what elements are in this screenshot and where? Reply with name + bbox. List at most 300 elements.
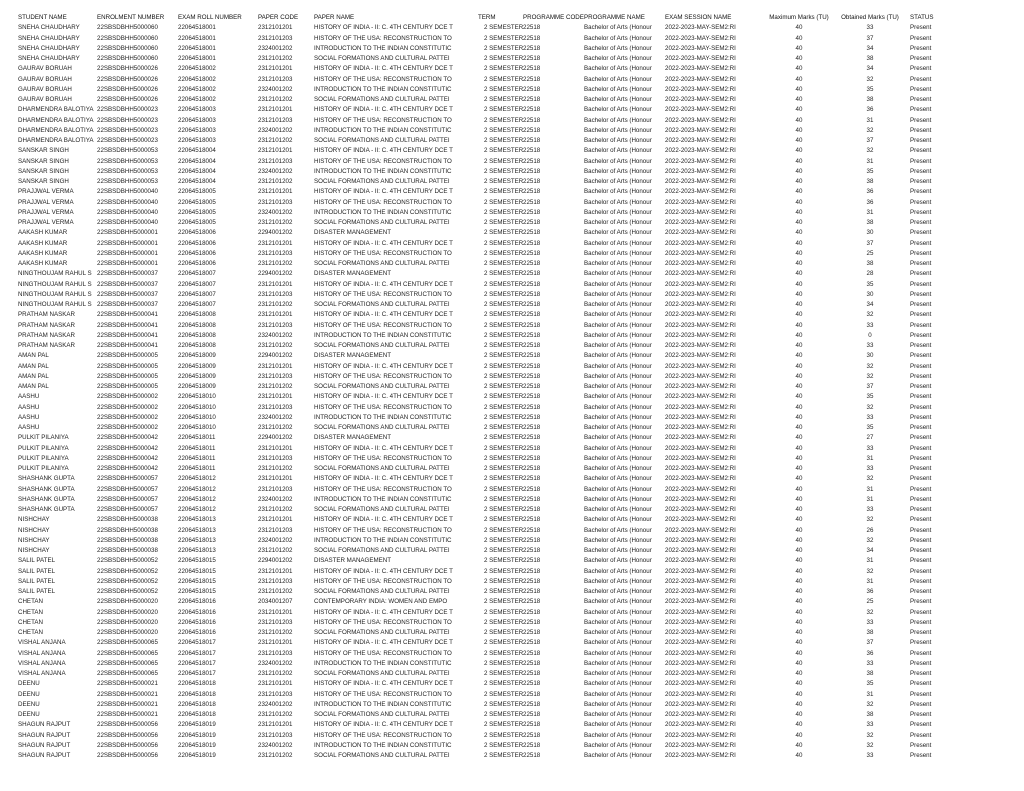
cell-obtained-marks: 33 [866, 721, 874, 729]
cell-obtained-marks: 38 [866, 670, 874, 677]
cell-status: Present [910, 147, 932, 155]
cell-programme-code: 22518 [523, 383, 541, 390]
cell-paper-code: 2312101201 [258, 106, 293, 114]
cell-maximum-marks: 40 [795, 629, 803, 636]
table-row [18, 187, 1010, 197]
cell-exam-roll-number: 22064518002 [178, 96, 216, 103]
cell-enrolment-number: 22SBSDBHH5000021 [97, 680, 158, 688]
cell-paper-name: HISTORY OF THE USA: RECONSTRUCTION TO [314, 526, 452, 534]
table-row [18, 177, 1010, 187]
cell-programme-code: 22518 [523, 752, 541, 759]
table-row [18, 290, 1010, 300]
cell-enrolment-number: 22SBSDBHH5000023 [97, 137, 158, 144]
cell-paper-code: 2324001202 [258, 413, 293, 421]
cell-maximum-marks: 40 [795, 434, 803, 442]
cell-maximum-marks: 40 [795, 547, 803, 554]
table-row [18, 362, 1010, 372]
cell-enrolment-number: 22SBSDBHH5000052 [97, 577, 158, 585]
cell-obtained-marks: 33 [866, 444, 874, 452]
cell-paper-name: DISASTER MANAGEMENT [314, 270, 392, 278]
cell-term: 2 SEMESTER [484, 741, 524, 749]
cell-exam-session-name: 2022-2023-MAY-SEM2:RI [665, 290, 736, 298]
cell-paper-name: INTRODUCTION TO THE INDIAN CONSTITUTIC [314, 331, 452, 339]
cell-programme-name: Bachelor of Arts (Honour [584, 208, 652, 216]
cell-programme-name: Bachelor of Arts (Honour [584, 290, 652, 298]
cell-obtained-marks: 33 [866, 752, 874, 759]
cell-programme-code: 22518 [523, 198, 541, 206]
cell-student-name: NISHCHAY [18, 516, 50, 524]
cell-obtained-marks: 37 [866, 383, 874, 390]
cell-programme-code: 22518 [523, 618, 541, 626]
header-obtained-marks: Obtained Marks (TU) [841, 14, 899, 21]
table-row [18, 85, 1010, 95]
cell-status: Present [910, 260, 932, 267]
cell-maximum-marks: 40 [795, 34, 803, 42]
cell-programme-code: 22518 [523, 721, 541, 729]
header-paper-code: PAPER CODE [258, 14, 299, 21]
cell-programme-code: 22518 [523, 229, 541, 237]
cell-student-name: PULKIT PILANIYA [18, 434, 69, 442]
cell-exam-session-name: 2022-2023-MAY-SEM2:RI [665, 116, 736, 124]
cell-paper-code: 2312101203 [258, 485, 293, 493]
cell-student-name: GAURAV BORUAH [18, 96, 72, 103]
cell-exam-roll-number: 22064518004 [178, 147, 216, 155]
table-row [18, 310, 1010, 320]
cell-enrolment-number: 22SBSDBHH5000040 [97, 198, 158, 206]
cell-programme-code: 22518 [523, 126, 541, 134]
cell-exam-roll-number: 22064518007 [178, 270, 216, 278]
cell-programme-name: Bachelor of Arts (Honour [584, 495, 652, 503]
cell-enrolment-number: 22SBSDBHH5000020 [97, 629, 158, 636]
cell-paper-code: 2312101203 [258, 577, 293, 585]
table-row [18, 218, 1010, 228]
cell-student-name: DEENU [18, 690, 40, 698]
cell-paper-code: 2312101201 [258, 444, 293, 452]
cell-student-name: GAURAV BORUAH [18, 75, 72, 83]
cell-status: Present [910, 372, 932, 380]
cell-paper-name: HISTORY OF THE USA: RECONSTRUCTION TO [314, 34, 452, 42]
cell-exam-roll-number: 22064518010 [178, 393, 216, 401]
cell-programme-name: Bachelor of Arts (Honour [584, 670, 652, 677]
cell-status: Present [910, 690, 932, 698]
cell-programme-code: 22518 [523, 270, 541, 278]
cell-maximum-marks: 40 [795, 75, 803, 83]
cell-enrolment-number: 22SBSDBHH5000041 [97, 321, 158, 329]
cell-enrolment-number: 22SBSDBHH5000037 [97, 290, 158, 298]
table-row [18, 618, 1010, 628]
cell-term: 2 SEMESTER [484, 680, 524, 688]
cell-exam-session-name: 2022-2023-MAY-SEM2:RI [665, 126, 736, 134]
cell-obtained-marks: 32 [866, 731, 874, 739]
table-row [18, 228, 1010, 238]
cell-exam-roll-number: 22064518002 [178, 75, 216, 83]
cell-obtained-marks: 27 [866, 434, 874, 442]
cell-exam-session-name: 2022-2023-MAY-SEM2:RI [665, 516, 736, 524]
cell-exam-roll-number: 22064518005 [178, 219, 216, 226]
header-programme-code: PROGRAMME CODE [523, 14, 584, 21]
cell-paper-code: 2324001202 [258, 208, 293, 216]
cell-status: Present [910, 506, 932, 513]
cell-paper-code: 2312101201 [258, 516, 293, 524]
cell-term: 2 SEMESTER [484, 403, 524, 411]
cell-programme-name: Bachelor of Arts (Honour [584, 126, 652, 134]
cell-obtained-marks: 38 [866, 96, 874, 103]
cell-obtained-marks: 31 [866, 485, 874, 493]
cell-paper-name: HISTORY OF INDIA - II: C. 4TH CENTURY DCE T [314, 147, 453, 155]
cell-exam-session-name: 2022-2023-MAY-SEM2:RI [665, 577, 736, 585]
cell-enrolment-number: 22SBSDBHH5000057 [97, 495, 158, 503]
cell-paper-code: 2312101203 [258, 454, 293, 462]
cell-obtained-marks: 33 [866, 24, 874, 32]
cell-paper-name: SOCIAL FORMATIONS AND CULTURAL PATTEI [314, 260, 450, 267]
table-row [18, 34, 1010, 44]
cell-paper-name: HISTORY OF INDIA - II: C. 4TH CENTURY DCE T [314, 65, 453, 73]
cell-obtained-marks: 32 [866, 311, 874, 319]
cell-programme-code: 22518 [523, 280, 541, 288]
cell-paper-name: SOCIAL FORMATIONS AND CULTURAL PATTEI [314, 547, 450, 554]
cell-maximum-marks: 40 [795, 280, 803, 288]
cell-paper-code: 2312101201 [258, 608, 293, 616]
cell-obtained-marks: 35 [866, 393, 874, 401]
table-row [18, 731, 1010, 741]
cell-student-name: NINGTHOUJAM RAHUL S [18, 301, 92, 308]
table-row [18, 331, 1010, 341]
table-row [18, 464, 1010, 474]
cell-obtained-marks: 31 [866, 690, 874, 698]
cell-paper-code: 2312101203 [258, 372, 293, 380]
cell-programme-name: Bachelor of Arts (Honour [584, 608, 652, 616]
cell-programme-code: 22518 [523, 608, 541, 616]
cell-exam-session-name: 2022-2023-MAY-SEM2:RI [665, 670, 736, 677]
cell-enrolment-number: 22SBSDBHH5000005 [97, 383, 158, 390]
cell-term: 2 SEMESTER [484, 24, 524, 32]
cell-exam-roll-number: 22064518006 [178, 249, 216, 257]
cell-programme-name: Bachelor of Arts (Honour [584, 280, 652, 288]
cell-status: Present [910, 229, 932, 237]
cell-maximum-marks: 40 [795, 485, 803, 493]
cell-status: Present [910, 700, 932, 708]
cell-enrolment-number: 22SBSDBHH5000057 [97, 475, 158, 483]
cell-status: Present [910, 198, 932, 206]
table-row [18, 64, 1010, 74]
cell-exam-session-name: 2022-2023-MAY-SEM2:RI [665, 526, 736, 534]
cell-exam-roll-number: 22064518012 [178, 475, 216, 483]
cell-paper-code: 2324001202 [258, 659, 293, 667]
header-enrolment-number: ENROLMENT NUMBER [97, 14, 165, 21]
cell-status: Present [910, 249, 932, 257]
cell-status: Present [910, 598, 932, 606]
cell-student-name: GAURAV BORUAH [18, 65, 72, 73]
cell-term: 2 SEMESTER [484, 96, 524, 103]
cell-paper-name: HISTORY OF THE USA: RECONSTRUCTION TO [314, 198, 452, 206]
cell-exam-session-name: 2022-2023-MAY-SEM2:RI [665, 311, 736, 319]
cell-programme-code: 22518 [523, 188, 541, 196]
header-exam-roll-number: EXAM ROLL NUMBER [178, 14, 242, 21]
cell-programme-name: Bachelor of Arts (Honour [584, 55, 652, 62]
cell-enrolment-number: 22SBSDBHH5000037 [97, 301, 158, 308]
table-row [18, 454, 1010, 464]
cell-exam-roll-number: 22064518019 [178, 721, 216, 729]
cell-programme-code: 22518 [523, 352, 541, 360]
cell-term: 2 SEMESTER [484, 126, 524, 134]
cell-programme-code: 22518 [523, 96, 541, 103]
cell-maximum-marks: 40 [795, 362, 803, 370]
cell-student-name: GAURAV BORUAH [18, 85, 72, 93]
cell-enrolment-number: 22SBSDBHH5000052 [97, 567, 158, 575]
cell-paper-name: HISTORY OF INDIA - II: C. 4TH CENTURY DCE T [314, 24, 453, 32]
cell-term: 2 SEMESTER [484, 700, 524, 708]
cell-status: Present [910, 465, 932, 472]
cell-programme-code: 22518 [523, 629, 541, 636]
cell-paper-code: 2312101202 [258, 342, 293, 349]
cell-student-name: CHETAN [18, 629, 43, 636]
cell-exam-roll-number: 22064518011 [178, 454, 216, 462]
cell-term: 2 SEMESTER [484, 34, 524, 42]
cell-obtained-marks: 25 [866, 249, 874, 257]
cell-paper-name: HISTORY OF THE USA: RECONSTRUCTION TO [314, 454, 452, 462]
cell-programme-name: Bachelor of Arts (Honour [584, 711, 652, 718]
cell-student-name: AAKASH KUMAR [18, 229, 68, 237]
cell-exam-session-name: 2022-2023-MAY-SEM2:RI [665, 454, 736, 462]
cell-programme-name: Bachelor of Arts (Honour [584, 690, 652, 698]
cell-student-name: AASHU [18, 403, 40, 411]
cell-term: 2 SEMESTER [484, 567, 524, 575]
cell-paper-name: HISTORY OF THE USA: RECONSTRUCTION TO [314, 157, 452, 165]
cell-paper-code: 2312101201 [258, 24, 293, 32]
cell-maximum-marks: 40 [795, 741, 803, 749]
cell-enrolment-number: 22SBSDBHH5000060 [97, 24, 158, 32]
cell-status: Present [910, 311, 932, 319]
cell-exam-roll-number: 22064518011 [178, 444, 216, 452]
cell-enrolment-number: 22SBSDBHH5000053 [97, 167, 158, 175]
cell-enrolment-number: 22SBSDBHH5000042 [97, 454, 158, 462]
cell-programme-name: Bachelor of Arts (Honour [584, 659, 652, 667]
table-row [18, 515, 1010, 525]
cell-enrolment-number: 22SBSDBHH5000042 [97, 434, 158, 442]
cell-paper-name: INTRODUCTION TO THE INDIAN CONSTITUTIC [314, 85, 452, 93]
cell-paper-name: SOCIAL FORMATIONS AND CULTURAL PATTEI [314, 219, 450, 226]
cell-programme-name: Bachelor of Arts (Honour [584, 516, 652, 524]
cell-paper-code: 2312101202 [258, 670, 293, 677]
cell-exam-session-name: 2022-2023-MAY-SEM2:RI [665, 301, 736, 308]
cell-paper-code: 2312101202 [258, 424, 293, 431]
cell-status: Present [910, 106, 932, 114]
cell-paper-name: SOCIAL FORMATIONS AND CULTURAL PATTEI [314, 506, 450, 513]
cell-exam-session-name: 2022-2023-MAY-SEM2:RI [665, 465, 736, 472]
cell-exam-session-name: 2022-2023-MAY-SEM2:RI [665, 34, 736, 42]
table-row [18, 54, 1010, 64]
cell-maximum-marks: 40 [795, 311, 803, 319]
cell-programme-name: Bachelor of Arts (Honour [584, 413, 652, 421]
cell-enrolment-number: 22SBSDBHH5000021 [97, 700, 158, 708]
cell-paper-name: HISTORY OF INDIA - II: C. 4TH CENTURY DCE T [314, 680, 453, 688]
cell-maximum-marks: 40 [795, 413, 803, 421]
cell-paper-name: HISTORY OF THE USA: RECONSTRUCTION TO [314, 116, 452, 124]
cell-exam-roll-number: 22064518004 [178, 167, 216, 175]
cell-exam-roll-number: 22064518018 [178, 711, 216, 718]
cell-exam-roll-number: 22064518008 [178, 342, 216, 349]
cell-enrolment-number: 22SBSDBHH5000026 [97, 75, 158, 83]
cell-exam-roll-number: 22064518011 [178, 465, 216, 472]
table-row [18, 628, 1010, 638]
cell-paper-code: 2324001202 [258, 495, 293, 503]
cell-maximum-marks: 40 [795, 690, 803, 698]
table-row [18, 587, 1010, 597]
cell-status: Present [910, 577, 932, 585]
cell-programme-name: Bachelor of Arts (Honour [584, 147, 652, 155]
cell-exam-roll-number: 22064518018 [178, 700, 216, 708]
cell-obtained-marks: 35 [866, 167, 874, 175]
cell-enrolment-number: 22SBSDBHH5000001 [97, 229, 158, 237]
cell-term: 2 SEMESTER [484, 465, 524, 472]
cell-status: Present [910, 454, 932, 462]
cell-term: 2 SEMESTER [484, 239, 524, 247]
cell-maximum-marks: 40 [795, 372, 803, 380]
cell-enrolment-number: 22SBSDBHH5000002 [97, 424, 158, 431]
cell-enrolment-number: 22SBSDBHH5000001 [97, 239, 158, 247]
cell-term: 2 SEMESTER [484, 547, 524, 554]
cell-programme-code: 22518 [523, 260, 541, 267]
cell-programme-code: 22518 [523, 44, 541, 52]
cell-programme-name: Bachelor of Arts (Honour [584, 301, 652, 308]
cell-paper-code: 2294001202 [258, 270, 293, 278]
cell-student-name: SANSKAR SINGH [18, 147, 69, 155]
cell-exam-roll-number: 22064518003 [178, 106, 216, 114]
cell-status: Present [910, 393, 932, 401]
cell-term: 2 SEMESTER [484, 198, 524, 206]
cell-student-name: PULKIT PILANIYA [18, 465, 69, 472]
cell-programme-code: 22518 [523, 413, 541, 421]
cell-exam-session-name: 2022-2023-MAY-SEM2:RI [665, 618, 736, 626]
cell-maximum-marks: 40 [795, 260, 803, 267]
cell-paper-name: HISTORY OF THE USA: RECONSTRUCTION TO [314, 290, 452, 298]
table-row [18, 341, 1010, 351]
cell-student-name: AMAN PAL [18, 372, 49, 380]
cell-exam-session-name: 2022-2023-MAY-SEM2:RI [665, 547, 736, 554]
cell-programme-code: 22518 [523, 290, 541, 298]
cell-obtained-marks: 31 [866, 557, 874, 565]
cell-programme-name: Bachelor of Arts (Honour [584, 721, 652, 729]
table-row [18, 649, 1010, 659]
cell-paper-code: 2312101201 [258, 239, 293, 247]
cell-maximum-marks: 40 [795, 157, 803, 165]
cell-paper-name: INTRODUCTION TO THE INDIAN CONSTITUTIC [314, 536, 452, 544]
cell-status: Present [910, 721, 932, 729]
cell-programme-code: 22518 [523, 639, 541, 647]
cell-maximum-marks: 40 [795, 44, 803, 52]
cell-student-name: SHASHANK GUPTA [18, 495, 75, 503]
cell-paper-name: INTRODUCTION TO THE INDIAN CONSTITUTIC [314, 126, 452, 134]
cell-paper-code: 2034001207 [258, 598, 293, 606]
cell-obtained-marks: 30 [866, 229, 874, 237]
cell-student-name: SALIL PATEL [18, 588, 56, 595]
cell-exam-roll-number: 22064518009 [178, 362, 216, 370]
cell-programme-code: 22518 [523, 465, 541, 472]
cell-programme-code: 22518 [523, 536, 541, 544]
table-row [18, 638, 1010, 648]
cell-programme-name: Bachelor of Arts (Honour [584, 24, 652, 32]
cell-enrolment-number: 22SBSDBHH5000005 [97, 372, 158, 380]
cell-paper-code: 2312101203 [258, 75, 293, 83]
cell-exam-roll-number: 22064518006 [178, 260, 216, 267]
cell-exam-roll-number: 22064518017 [178, 670, 216, 677]
cell-maximum-marks: 40 [795, 301, 803, 308]
cell-programme-code: 22518 [523, 588, 541, 595]
cell-maximum-marks: 40 [795, 393, 803, 401]
cell-programme-code: 22518 [523, 485, 541, 493]
cell-paper-name: SOCIAL FORMATIONS AND CULTURAL PATTEI [314, 342, 450, 349]
cell-paper-name: HISTORY OF THE USA: RECONSTRUCTION TO [314, 372, 452, 380]
cell-programme-code: 22518 [523, 495, 541, 503]
cell-student-name: DEENU [18, 700, 40, 708]
cell-term: 2 SEMESTER [484, 639, 524, 647]
cell-paper-code: 2312101202 [258, 547, 293, 554]
cell-paper-code: 2312101202 [258, 629, 293, 636]
cell-exam-roll-number: 22064518010 [178, 413, 216, 421]
cell-exam-session-name: 2022-2023-MAY-SEM2:RI [665, 721, 736, 729]
cell-enrolment-number: 22SBSDBHH5000053 [97, 147, 158, 155]
cell-obtained-marks: 30 [866, 290, 874, 298]
cell-paper-code: 2294001202 [258, 434, 293, 442]
cell-exam-session-name: 2022-2023-MAY-SEM2:RI [665, 188, 736, 196]
cell-obtained-marks: 32 [866, 75, 874, 83]
cell-obtained-marks: 32 [866, 536, 874, 544]
cell-term: 2 SEMESTER [484, 577, 524, 585]
cell-programme-name: Bachelor of Arts (Honour [584, 75, 652, 83]
table-row [18, 423, 1010, 433]
cell-exam-session-name: 2022-2023-MAY-SEM2:RI [665, 198, 736, 206]
cell-exam-roll-number: 22064518005 [178, 188, 216, 196]
cell-student-name: PRATHAM NASKAR [18, 331, 75, 339]
cell-maximum-marks: 40 [795, 465, 803, 472]
cell-paper-name: DISASTER MANAGEMENT [314, 352, 392, 360]
cell-term: 2 SEMESTER [484, 249, 524, 257]
cell-status: Present [910, 536, 932, 544]
cell-obtained-marks: 33 [866, 618, 874, 626]
cell-programme-code: 22518 [523, 434, 541, 442]
cell-exam-roll-number: 22064518015 [178, 557, 216, 565]
cell-programme-name: Bachelor of Arts (Honour [584, 188, 652, 196]
cell-maximum-marks: 40 [795, 352, 803, 360]
cell-programme-name: Bachelor of Arts (Honour [584, 526, 652, 534]
cell-exam-session-name: 2022-2023-MAY-SEM2:RI [665, 506, 736, 513]
cell-exam-roll-number: 22064518013 [178, 536, 216, 544]
cell-obtained-marks: 38 [866, 711, 874, 718]
table-row [18, 136, 1010, 146]
cell-student-name: CHETAN [18, 598, 43, 606]
cell-exam-roll-number: 22064518001 [178, 34, 216, 42]
cell-maximum-marks: 40 [795, 239, 803, 247]
table-row [18, 536, 1010, 546]
cell-student-name: DEENU [18, 711, 40, 718]
cell-obtained-marks: 32 [866, 362, 874, 370]
cell-exam-session-name: 2022-2023-MAY-SEM2:RI [665, 495, 736, 503]
cell-paper-name: INTRODUCTION TO THE INDIAN CONSTITUTIC [314, 495, 452, 503]
cell-exam-roll-number: 22064518013 [178, 547, 216, 554]
cell-paper-code: 2312101202 [258, 465, 293, 472]
cell-term: 2 SEMESTER [484, 208, 524, 216]
cell-programme-name: Bachelor of Arts (Honour [584, 321, 652, 329]
cell-status: Present [910, 629, 932, 636]
cell-student-name: DHARMENDRA BALOTIYA [18, 116, 94, 124]
cell-exam-roll-number: 22064518008 [178, 311, 216, 319]
cell-exam-session-name: 2022-2023-MAY-SEM2:RI [665, 444, 736, 452]
cell-programme-name: Bachelor of Arts (Honour [584, 331, 652, 339]
cell-exam-session-name: 2022-2023-MAY-SEM2:RI [665, 434, 736, 442]
cell-maximum-marks: 40 [795, 506, 803, 513]
cell-programme-code: 22518 [523, 711, 541, 718]
table-row [18, 372, 1010, 382]
